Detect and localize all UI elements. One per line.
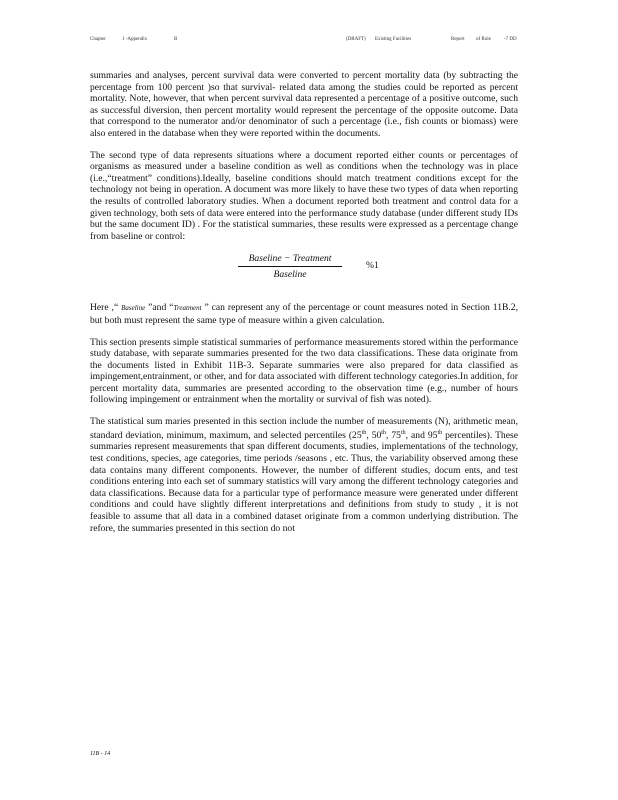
superscript-th: th	[361, 429, 367, 436]
paragraph-1: summaries and analyses, percent survival data were converted to percent mortality data (by subtracting the percentage from 100 percent )so that survival- related data among the studies could be reported as percent mortality. Note, however, that when percent survival data represented a percentage of a positive outcome, such as successful diversion, then percent mortality would represent the percentage of the opposite outcome. Data that correspond to the numerator and/or denominator of such a percentage (i.e., fish counts or biomass) were also entered in the database when they were reported within the documents.	[90, 70, 518, 139]
header-title: Existing Facilities	[375, 37, 412, 42]
header-date: (DRAFT)	[346, 37, 366, 42]
last-part-3: , 75	[385, 429, 401, 441]
superscript-th: th	[381, 429, 386, 436]
header-letter: B	[174, 37, 178, 42]
running-header	[90, 37, 530, 47]
fraction-bar	[238, 266, 342, 267]
header-chapter: Chapter	[90, 37, 106, 42]
here-mid: ”and “	[145, 302, 174, 314]
last-part-4: , and 95	[405, 429, 438, 441]
formula-suffix: %1	[366, 260, 379, 272]
document-body	[90, 70, 518, 544]
last-part-5: percentiles). These summaries represent measurements that span different documents, studies, implementations of the technology, test conditions, species, age categories, time periods /seasons , etc. Thus, the variability observed among these data contains many different components. However, the number of different studies, docum ents, and test conditions entering into each set of summary statistics will vary among the different technology categories and data classifications. Because data for a particular type of performance measure were generated under different conditions and could have slightly different interpretations and definitions from study to study , it is not feasible to assume that all data in a combined dataset originate from a common underlying distribution. The refore, the summaries presented in this section do not	[90, 429, 518, 534]
paragraph-here	[90, 302, 518, 326]
here-treatment: Treatment	[173, 304, 202, 313]
header-section: 1 -Appendix	[122, 37, 148, 42]
formula-denominator: Baseline	[273, 269, 307, 281]
page-number: 11B - 14	[90, 751, 111, 757]
paragraph-4	[90, 416, 518, 534]
last-part-1: The statistical sum maries presented in this section include the number of measurements (N), arithmetic mean, standard deviation, minimum, maximum, and selected percentiles (25	[90, 416, 518, 441]
last-part-2: , 50	[366, 429, 382, 441]
superscript-th: th	[400, 429, 406, 436]
paragraph-3: This section presents simple statistical summaries of performance measurements stored within the performance study database, with separate summaries presented for the two data classifications. These data originate from the documents listed in Exhibit 11B-3. Separate summaries were also prepared for data classified as impingement,entrainment, or other, and for data associated with different technology categories.In addition, for percent mortality data, summaries are presented according to the observation time (e.g., number of hours following impingement or entrainment when the mortality or survival of fish was noted).	[90, 336, 518, 406]
fraction	[238, 252, 342, 281]
header-page-ref: -7 DD	[504, 37, 517, 42]
superscript-th: th	[437, 429, 443, 436]
here-pre: Here ,“	[90, 302, 122, 314]
formula-numerator: Baseline − Treatment	[248, 253, 332, 265]
header-status: of Rule	[476, 37, 491, 42]
paragraph-2: The second type of data represents situations where a document reported either counts or percentages of organisms as measured under a baseline condition as well as conditions when the technology was in place (i.e.,“treatment” conditions).Ideally, baseline conditions should match treatment conditions except for the technology not being in operation. A document was more likely to have these two types of data when reporting the results of controlled laboratory studies. When a document reported both treatment and control data for a given technology, both sets of data were entered into the performance study database (under different study IDs but the same document ID) . For the statistical summaries, these results were expressed as a percentage change from baseline or control:	[90, 149, 518, 242]
here-baseline: Baseline	[121, 304, 146, 313]
percent-change-formula	[90, 252, 518, 292]
here-post: ” can represent any of the percentage or count measures noted in Section 11B.2, but both must represent the same type of measure within a given calculation.	[90, 302, 518, 326]
header-report: Report	[451, 37, 465, 42]
